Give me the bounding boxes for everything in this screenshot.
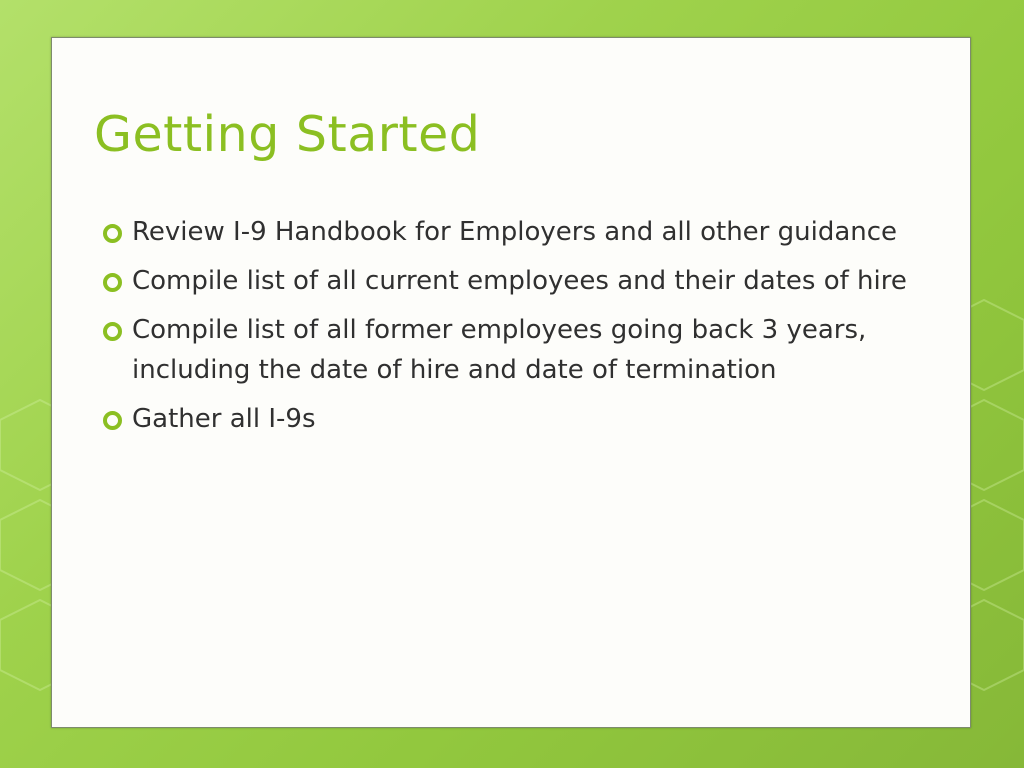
bullet-text: Review I-9 Handbook for Employers and all other guidance	[132, 217, 898, 247]
bullet-text: Compile list of all current employees and their dates of hire	[132, 266, 907, 296]
bullet-item	[102, 310, 932, 390]
bullet-item	[102, 261, 932, 301]
bullet-text: Gather all I-9s	[132, 404, 316, 434]
slide-title: Getting Started	[94, 106, 481, 163]
bullet-list	[102, 212, 932, 448]
hollow-circle-bullet-icon	[103, 322, 122, 341]
bullet-item	[102, 212, 932, 252]
slide-content-panel	[51, 37, 971, 728]
hollow-circle-bullet-icon	[103, 411, 122, 430]
bullet-item	[102, 399, 932, 439]
hollow-circle-bullet-icon	[103, 224, 122, 243]
hollow-circle-bullet-icon	[103, 273, 122, 292]
bullet-text: Compile list of all former employees going back 3 years, including the date of hire and date of termination	[132, 315, 867, 385]
